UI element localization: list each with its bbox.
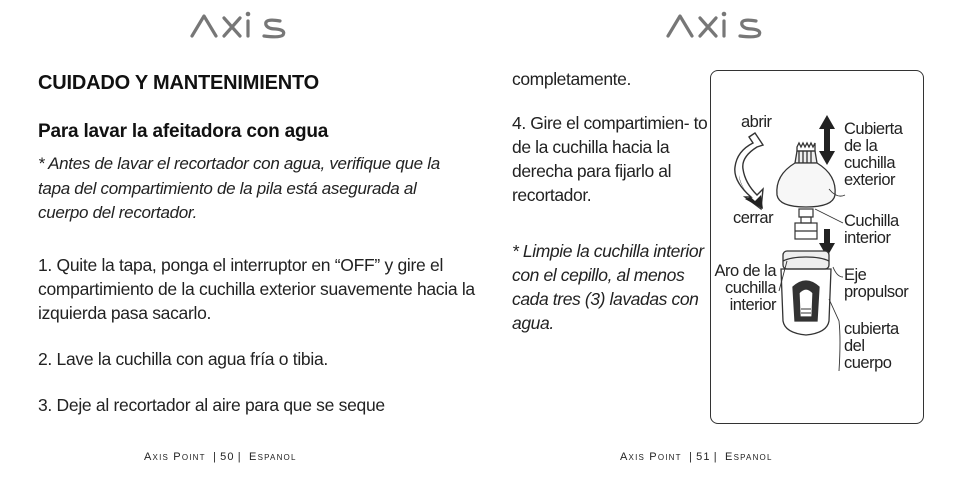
- page-number: 50: [220, 451, 235, 463]
- footer-left: Axis Point | 50 | Espanol: [144, 451, 297, 463]
- label-inner-blade: Cuchilla interior: [844, 212, 899, 247]
- footer-language: Espanol: [249, 451, 297, 463]
- footer-language: Espanol: [725, 451, 773, 463]
- step-3: 3. Deje al recortador al aire para que se seque: [38, 395, 385, 415]
- axis-logo: [662, 6, 772, 46]
- section-heading: CUIDADO Y MANTENIMIENTO: [38, 72, 319, 94]
- axis-logo-mark: [662, 6, 772, 46]
- footer-right: Axis Point | 51 | Espanol: [620, 451, 773, 463]
- footer-product: Axis Point: [144, 451, 206, 463]
- label-inner-blade-ring: Aro de la cuchilla interior: [714, 262, 776, 314]
- inner-blade-shape: [795, 209, 817, 239]
- trimmer-diagram: [710, 70, 924, 424]
- up-down-arrow-icon: [819, 115, 835, 165]
- label-drive-shaft: Eje propulsor: [844, 266, 909, 301]
- label-close: cerrar: [733, 209, 774, 227]
- label-outer-blade-cover: Cubierta de la cuchilla exterior: [844, 120, 903, 189]
- step-3-continuation: completamente.: [512, 69, 631, 89]
- step-4: 4. Gire el compartimien- to de la cuchilla hacia la derecha para fijarlo al recortador.: [512, 113, 708, 205]
- step-1: 1. Quite la tapa, ponga el interruptor en “OFF” y gire el compartimiento de la cuchilla exterior suavemente hacia la izquierda pasa sacarlo.: [38, 255, 475, 323]
- label-body-cover: cubierta del cuerpo: [844, 320, 899, 372]
- warning-note: * Antes de lavar el recortador con agua, verifique que la tapa del compartimiento de la pila está asegurada al cuerpo del recortador.: [38, 154, 440, 222]
- footer-product: Axis Point: [620, 451, 682, 463]
- label-open: abrir: [741, 113, 772, 131]
- page-number: 51: [696, 451, 711, 463]
- section-subheading: Para lavar la afeitadora con agua: [38, 121, 329, 142]
- axis-logo: [186, 6, 296, 46]
- cleaning-note: * Limpie la cuchilla interior con el cepillo, al menos cada tres (3) lavadas con agua.: [512, 241, 704, 333]
- trimmer-body-shape: [781, 251, 831, 335]
- step-2: 2. Lave la cuchilla con agua fría o tibia.: [38, 349, 328, 369]
- axis-logo-mark: [186, 6, 296, 46]
